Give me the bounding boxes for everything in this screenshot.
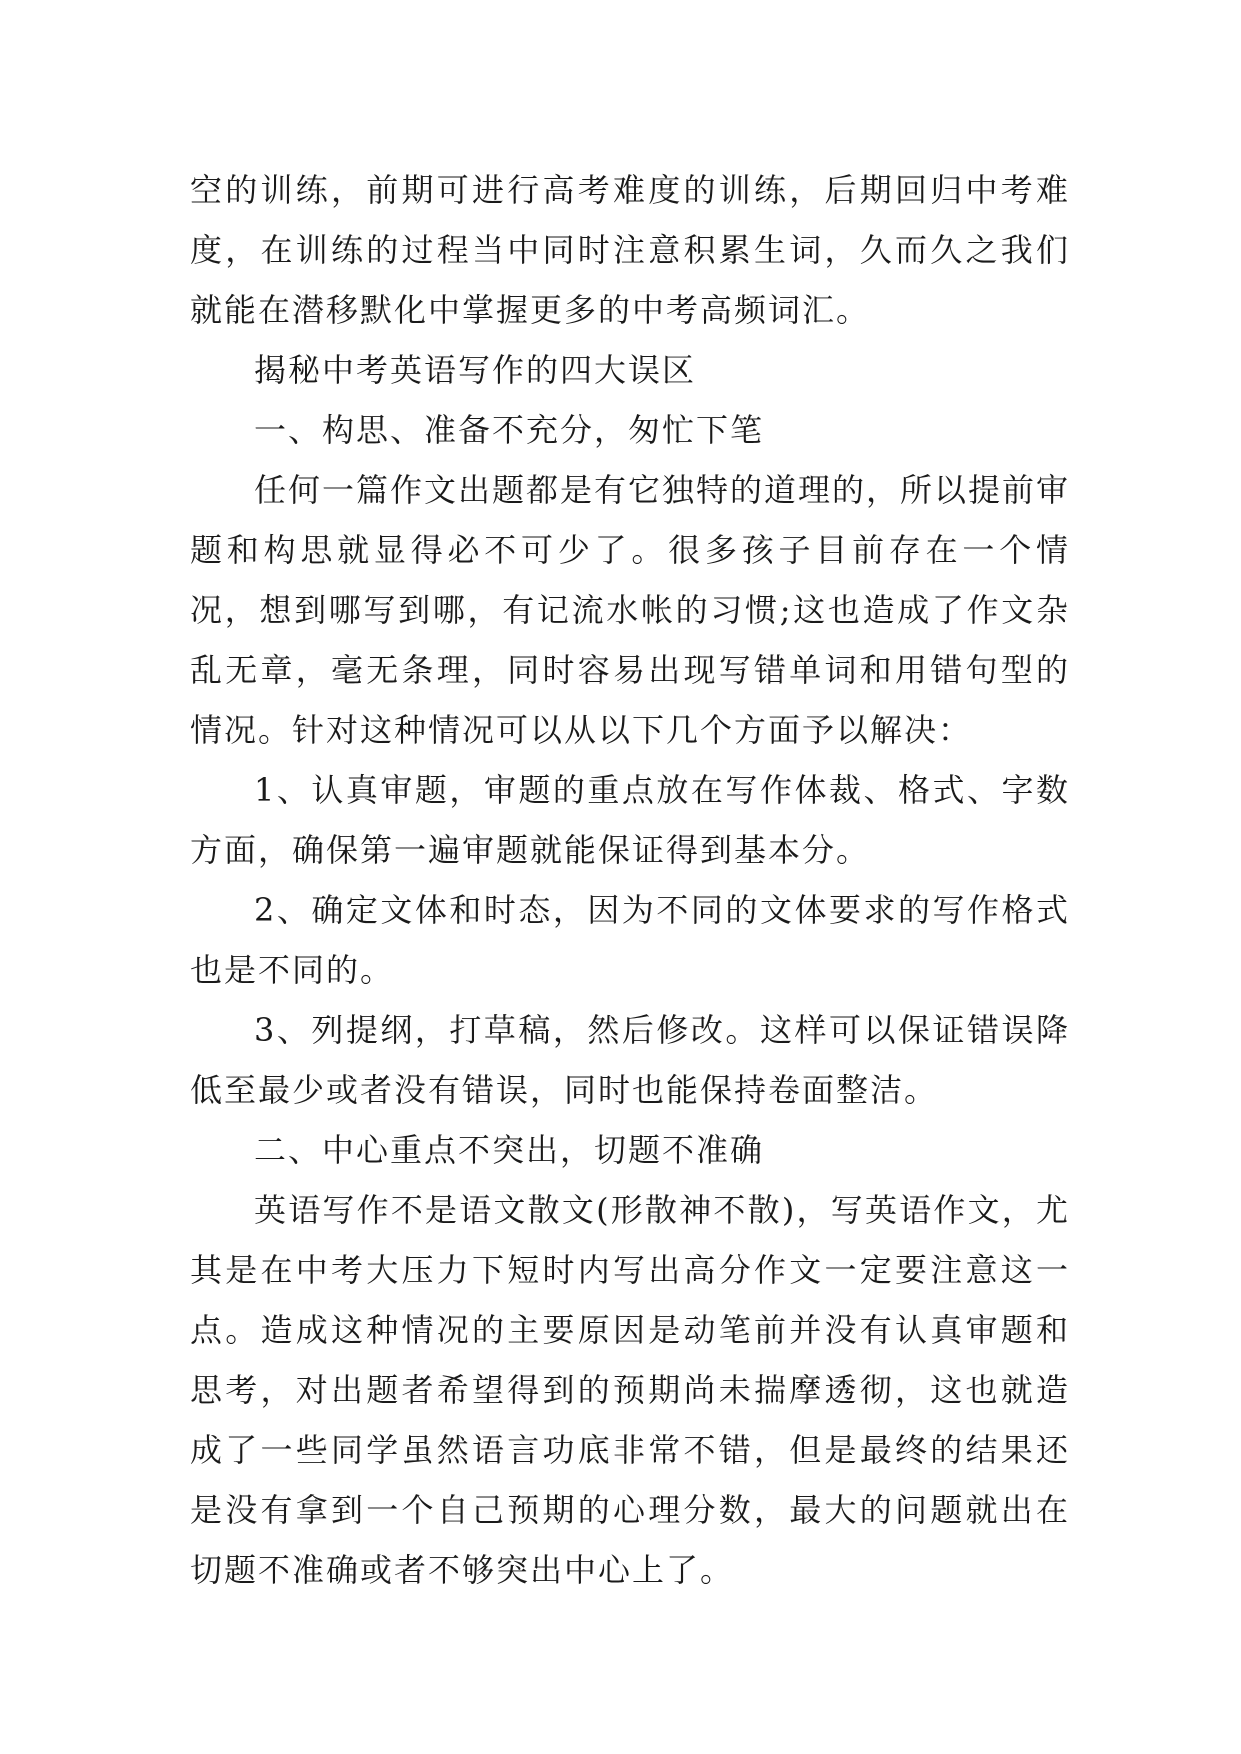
heading-mistake-1: 一、构思、准备不充分，匆忙下笔: [254, 411, 765, 449]
paragraph-mistake-1: 任何一篇作文出题都是有它独特的道理的，所以提前审题和构思就显得必不可少了。很多孩子目前存在一个情况，想到哪写到哪，有记流水帐的习惯;这也造成了作文杂乱无章，毫无条理，同时容易出现写错单词和用错句型的情况。针对这种情况可以从以下几个方面予以解决：: [190, 471, 1071, 749]
list-item-1: 1、认真审题，审题的重点放在写作体裁、格式、字数方面，确保第一遍审题就能保证得到基本分。: [190, 771, 1070, 869]
section-title: 揭秘中考英语写作的四大误区: [254, 351, 697, 389]
list-item-2: 2、确定文体和时态，因为不同的文体要求的写作格式也是不同的。: [190, 891, 1070, 989]
paragraph-mistake-2: 英语写作不是语文散文(形散神不散)，写英语作文，尤其是在中考大压力下短时内写出高分作文一定要注意这一点。造成这种情况的主要原因是动笔前并没有认真审题和思考，对出题者希望得到的预期尚未揣摩透彻，这也就造成了一些同学虽然语言功底非常不错，但是最终的结果还是没有拿到一个自己预期的心理分数，最大的问题就出在切题不准确或者不够突出中心上了。: [190, 1191, 1070, 1589]
paragraph-continuation: 空的训练，前期可进行高考难度的训练，后期回归中考难度，在训练的过程当中同时注意积累生词，久而久之我们就能在潜移默化中掌握更多的中考高频词汇。: [190, 171, 1070, 329]
document-body: [190, 160, 1070, 1600]
heading-mistake-2: 二、中心重点不突出，切题不准确: [254, 1131, 765, 1169]
list-item-3: 3、列提纲，打草稿，然后修改。这样可以保证错误降低至最少或者没有错误，同时也能保持卷面整洁。: [190, 1011, 1070, 1109]
